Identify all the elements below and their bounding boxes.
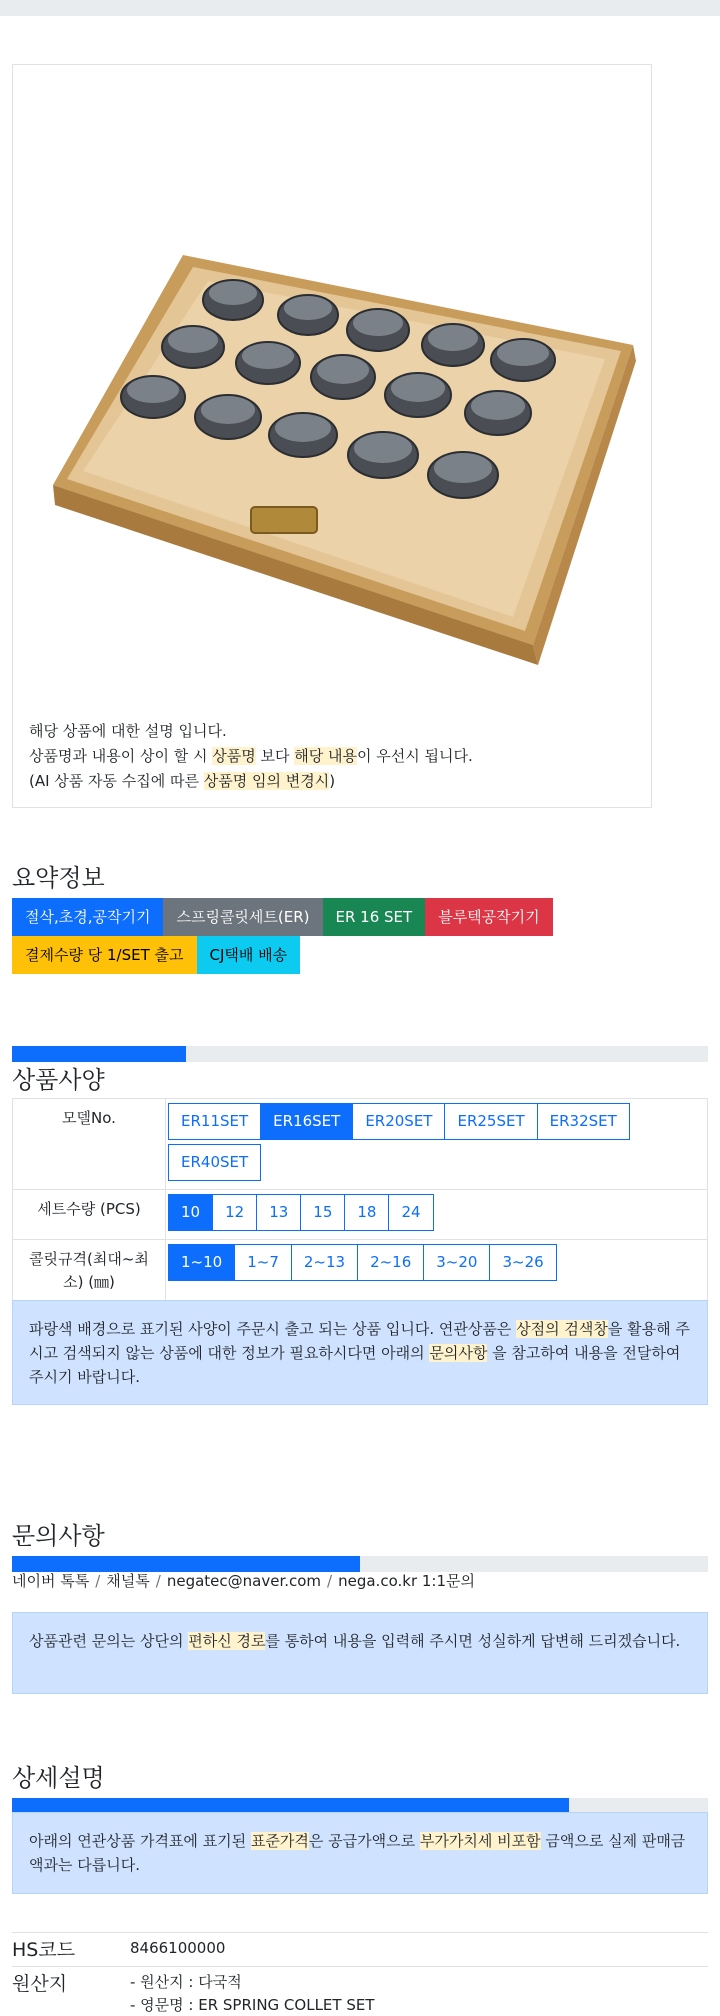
spec-row-options [166,1099,708,1190]
notice-text: 은 공급가액으로 [308,1832,420,1850]
spec-row-options [166,1190,708,1240]
link-separator: / [327,1572,333,1590]
spec-row-label: 모델No. [13,1099,166,1190]
contact-link[interactable]: nega.co.kr 1:1문의 [338,1572,475,1590]
spec-option-button[interactable]: ER20SET [352,1103,445,1140]
top-bar [0,0,720,16]
spec-option-button[interactable]: 18 [344,1194,389,1231]
contact-link[interactable]: negatec@naver.com [166,1572,322,1590]
spec-option-button[interactable]: ER16SET [260,1103,353,1140]
highlight: 상점의 검색창 [516,1320,608,1338]
origin-row [12,1966,708,2016]
highlight: 문의사항 [429,1344,488,1362]
spec-option-button[interactable]: 2~16 [357,1244,424,1281]
spec-title: 상품사양 [12,1066,105,1094]
desc-line-3 [29,769,639,794]
spec-option-button[interactable]: ER25SET [444,1103,537,1140]
highlight: 편하신 경로 [188,1632,266,1650]
summary-badge: ER 16 SET [323,898,426,936]
hs-code-value: 8466100000 [130,1939,226,1957]
desc-text: 보다 [255,747,295,765]
notice-text: 금액으로 실제 판매금액과는 다릅니다. [29,1832,686,1874]
desc-line-1: 해당 상품에 대한 설명 입니다. [29,722,227,740]
notice-text: 를 통하여 내용을 입력해 주시면 성실하게 답변해 드리겠습니다. [265,1632,681,1650]
origin-label: 원산지 [12,1973,68,1995]
notice-text: 을 활용해 주시고 검색되지 않는 상품에 대한 정보가 필요하시다면 아래의 [29,1320,690,1362]
detail-title: 상세설명 [12,1764,105,1792]
contact-links [12,1570,475,1591]
link-separator: / [95,1572,101,1590]
spec-option-button[interactable]: 3~20 [423,1244,490,1281]
spec-option-button[interactable]: 15 [300,1194,345,1231]
spec-option-button[interactable]: 2~13 [291,1244,358,1281]
summary-badge: 결제수량 당 1/SET 출고 [12,936,197,974]
spec-option-button[interactable]: ER32SET [537,1103,630,1140]
link-separator: / [155,1572,161,1590]
spec-progress-bar [12,1046,708,1062]
option-group [168,1103,705,1185]
spec-row-label: 세트수량 (PCS) [13,1190,166,1240]
notice-text: 을 참고하여 내용을 전달하여 주시기 바랍니다. [29,1344,681,1386]
product-card [12,64,652,808]
desc-text: 상품명과 내용이 상이 할 시 [29,747,213,765]
spec-row-options [166,1240,708,1303]
highlight: 상품명 [212,747,256,765]
desc-text: ) [329,772,336,790]
desc-text: 이 우선시 됩니다. [356,747,473,765]
option-group [168,1194,705,1235]
highlight: 상품명 임의 변경시 [203,772,330,790]
spec-option-button[interactable]: ER11SET [168,1103,261,1140]
spec-option-button[interactable]: 10 [168,1194,213,1231]
summary-badges [12,898,592,974]
spec-option-button[interactable]: 12 [212,1194,257,1231]
spec-row [13,1190,708,1240]
option-group [168,1244,705,1285]
spec-row-label: 콜릿규격(최대~최소) (㎜) [13,1240,166,1303]
highlight: 표준가격 [250,1832,309,1850]
summary-badge: 블루텍공작기기 [425,898,552,936]
detail-notice [12,1812,708,1894]
origin-value [130,1971,375,2016]
spec-option-button[interactable]: 24 [388,1194,433,1231]
hs-code-label: HS코드 [12,1939,76,1961]
hs-code-row [12,1932,708,1966]
spec-option-button[interactable]: 1~7 [234,1244,292,1281]
product-description [29,719,639,794]
summary-title: 요약정보 [12,864,105,892]
summary-badge: CJ택배 배송 [197,936,301,974]
contact-link[interactable]: 네이버 톡톡 [12,1572,90,1590]
product-image [33,185,653,665]
contact-link[interactable]: 채널톡 [106,1572,150,1590]
inquiry-notice [12,1612,708,1694]
spec-table [12,1098,708,1303]
origin-line-1: - 원산지 : 다국적 [130,1973,242,1991]
highlight: 해당 내용 [294,747,357,765]
desc-line-2 [29,744,639,769]
notice-text: 상품관련 문의는 상단의 [29,1632,189,1650]
notice-text: 아래의 연관상품 가격표에 표기된 [29,1832,251,1850]
spec-notice [12,1300,708,1405]
summary-badge: 스프링콜릿세트(ER) [163,898,322,936]
spec-option-button[interactable]: 3~26 [489,1244,556,1281]
spec-option-button[interactable]: 1~10 [168,1244,235,1281]
spec-option-button[interactable]: 13 [256,1194,301,1231]
spec-row [13,1240,708,1303]
desc-text: (AI 상품 자동 수집에 따른 [29,772,204,790]
notice-text: 파랑색 배경으로 표기된 사양이 주문시 출고 되는 상품 입니다. 연관상품은 [29,1320,517,1338]
highlight: 부가가치세 비포함 [419,1832,541,1850]
inquiry-title: 문의사항 [12,1522,105,1550]
origin-line-2: - 영문명 : ER SPRING COLLET SET [130,1996,375,2014]
spec-option-button[interactable]: ER40SET [168,1144,261,1181]
spec-row [13,1099,708,1190]
summary-badge: 절삭,초경,공작기기 [12,898,163,936]
